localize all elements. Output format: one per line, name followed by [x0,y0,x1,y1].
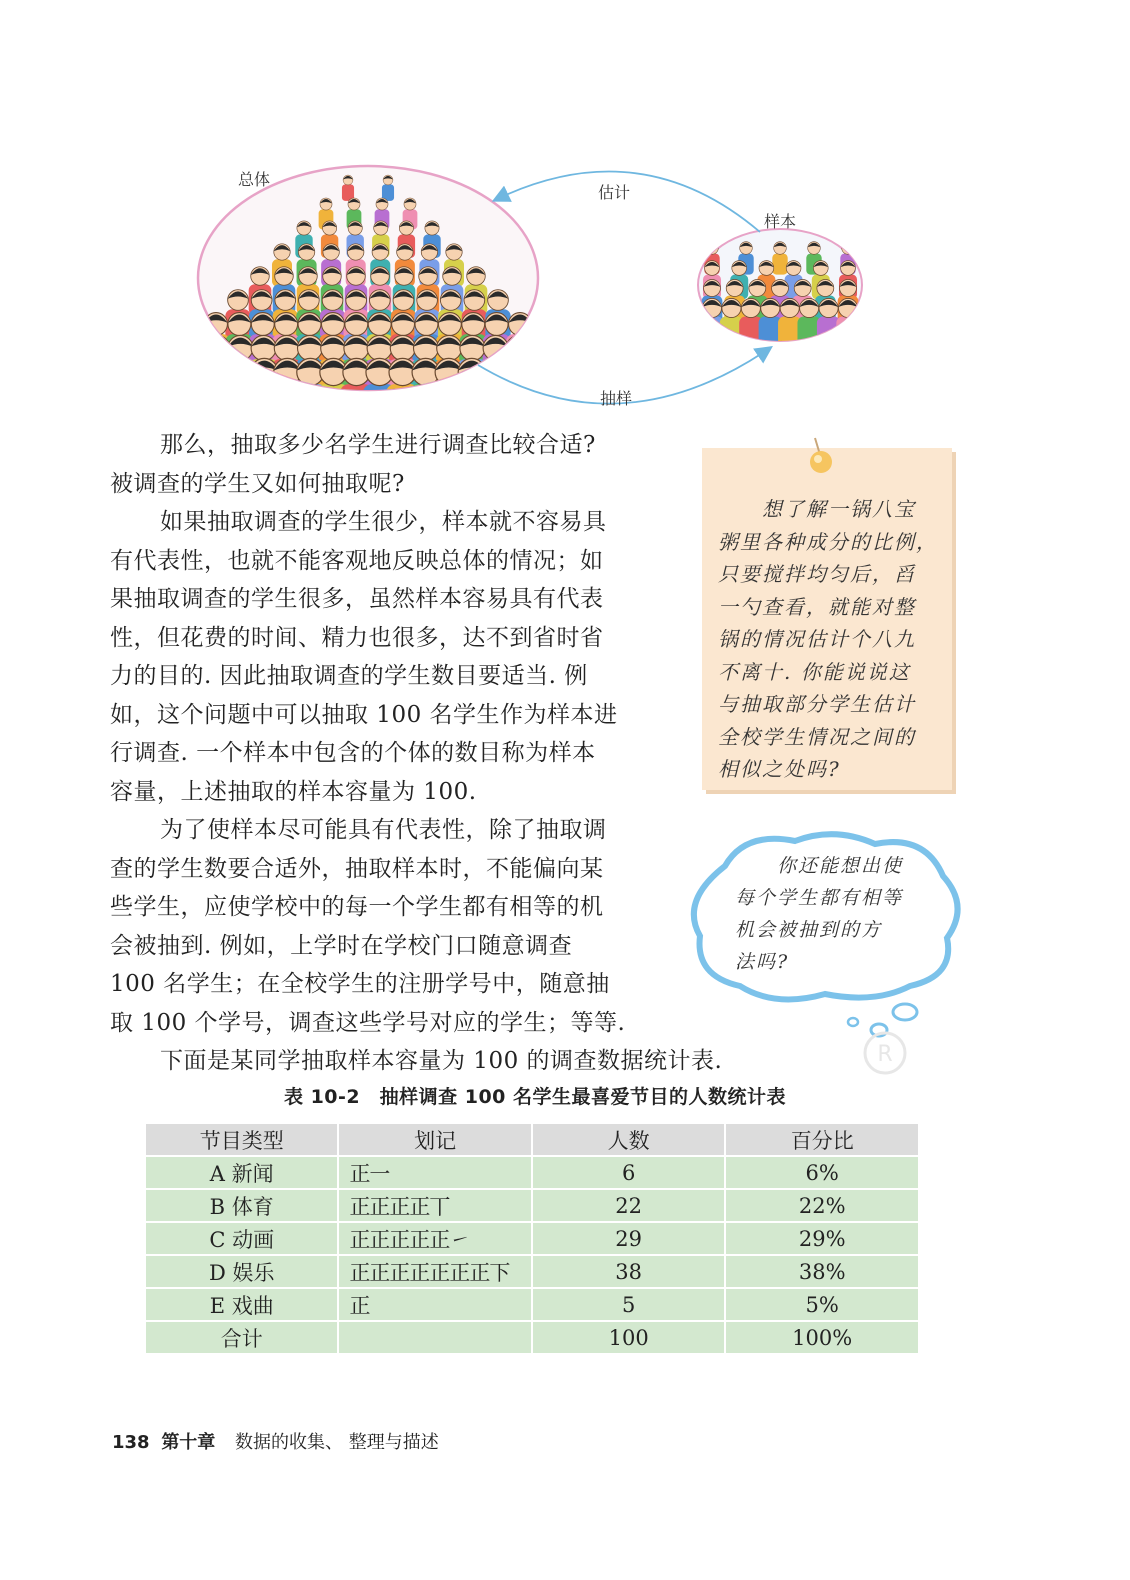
count-cell: 100 [532,1321,726,1354]
text-line: 取 100 个学号，调查这些学号对应的学生；等等. [110,1009,626,1036]
svg-text:R: R [877,1042,893,1067]
program-type-cell: 合计 [145,1321,338,1354]
text-line: 查的学生数要合适外，抽取样本时，不能偏向某 [110,855,604,882]
note-line: 一勺查看，就能对整 [718,594,916,619]
estimate-label: 估计 [598,183,631,202]
program-type-cell: C 动画 [145,1222,338,1255]
text-line: 为了使样本尽可能具有代表性，除了抽取调 [160,817,607,843]
count-cell: 29 [532,1222,726,1255]
tally-cell: 正一 [338,1156,531,1189]
text-line: 下面是某同学抽取样本容量为 100 的调查数据统计表. [160,1048,723,1074]
text-line: 如，这个问题中可以抽取 100 名学生作为样本进 [110,701,618,728]
program-type-cell: E 戏曲 [145,1288,338,1321]
page-number: 138 [112,1432,150,1453]
statistics-table [144,1122,920,1355]
count-cell: 38 [532,1255,726,1288]
registered-mark-icon [862,1030,908,1076]
tally-cell: 正正正正正正正下 [338,1255,531,1288]
text-line: 会被抽到. 例如，上学时在学校门口随意调查 [110,932,573,959]
text-line: 些学生，应使学校中的每一个学生都有相等的机 [110,894,604,920]
pushpin-icon [805,436,837,476]
note-line: 想了解一锅八宝 [762,497,916,521]
sample-label: 样本 [764,212,797,231]
note-line: 全校学生情况之间的 [718,724,916,749]
count-cell: 22 [532,1189,726,1222]
chapter-number: 第十章 [161,1432,216,1453]
text-line: 行调查. 一个样本中包含的个体的数目称为样本 [110,740,596,766]
table-header-row [145,1123,919,1156]
paragraph-4 [110,1042,810,1081]
tally-cell [338,1321,531,1354]
paragraph-3 [110,811,655,1042]
note-line: 粥里各种成分的比例， [718,529,938,554]
sampling-label: 抽样 [600,389,633,408]
table-row [145,1189,919,1222]
table-caption: 表 10-2 抽样调查 100 名学生最喜爱节目的人数统计表 [283,1086,787,1108]
tally-cell: 正 [338,1288,531,1321]
tally-cell: 正正正正丅 [338,1189,531,1222]
population-sample-illustration [0,0,1130,420]
table-row [145,1156,919,1189]
paragraph-2 [110,503,655,811]
count-cell: 6 [532,1156,726,1189]
table-row [145,1222,919,1255]
header-cell: 划记 [338,1123,531,1156]
cloud-text [735,850,925,978]
side-note [702,448,952,790]
header-cell: 百分比 [725,1123,919,1156]
program-type-cell: B 体育 [145,1189,338,1222]
percent-cell: 5% [725,1288,919,1321]
text-line: 容量，上述抽取的样本容量为 100. [110,778,477,805]
note-line: 只要搅拌均匀后，舀 [718,562,916,586]
population-sample-figure [0,0,1130,420]
percent-cell: 6% [725,1156,919,1189]
note-line: 锅的情况估计个八九 [718,627,916,651]
program-type-cell: A 新闻 [145,1156,338,1189]
header-cell: 人数 [532,1123,726,1156]
chapter-title: 数据的收集、 整理与描述 [235,1432,439,1453]
text-line: 有代表性，也就不能客观地反映总体的情况；如 [110,547,604,574]
paragraph-1 [110,426,655,503]
table-row [145,1288,919,1321]
count-cell: 5 [532,1288,726,1321]
text-line: 被调查的学生又如何抽取呢? [110,470,405,497]
percent-cell: 38% [725,1255,919,1288]
program-type-cell: D 娱乐 [145,1255,338,1288]
text-line: 那么，抽取多少名学生进行调查比较合适? [160,432,596,458]
text-line: 100 名学生；在全校学生的注册学号中，随意抽 [110,971,610,997]
text-line: 果抽取调查的学生很多，虽然样本容易具有代表 [110,586,604,612]
table-row [145,1255,919,1288]
cloud-line: 每个学生都有相等 [735,887,904,909]
percent-cell: 100% [725,1321,919,1354]
text-line: 如果抽取调查的学生很少，样本就不容易具 [160,509,607,535]
population-label: 总体 [238,170,271,189]
note-line: 相似之处吗? [718,757,841,781]
note-line: 不离十. 你能说说这 [718,659,911,684]
page-footer [112,1428,439,1454]
cloud-line: 法吗? [735,951,790,973]
text-line: 性，但花费的时间、精力也很多，达不到省时省 [110,624,604,651]
side-note-text [718,493,938,786]
percent-cell: 29% [725,1222,919,1255]
text-line: 力的目的. 因此抽取调查的学生数目要适当. 例 [110,663,588,689]
percent-cell: 22% [725,1189,919,1222]
note-line: 与抽取部分学生估计 [718,692,916,716]
cloud-line: 你还能想出使 [777,855,904,877]
cloud-line: 机会被抽到的方 [735,919,883,941]
header-cell: 节目类型 [145,1123,338,1156]
tally-cell: 正正正正正㇀ [338,1222,531,1255]
table-total-row [145,1321,919,1354]
